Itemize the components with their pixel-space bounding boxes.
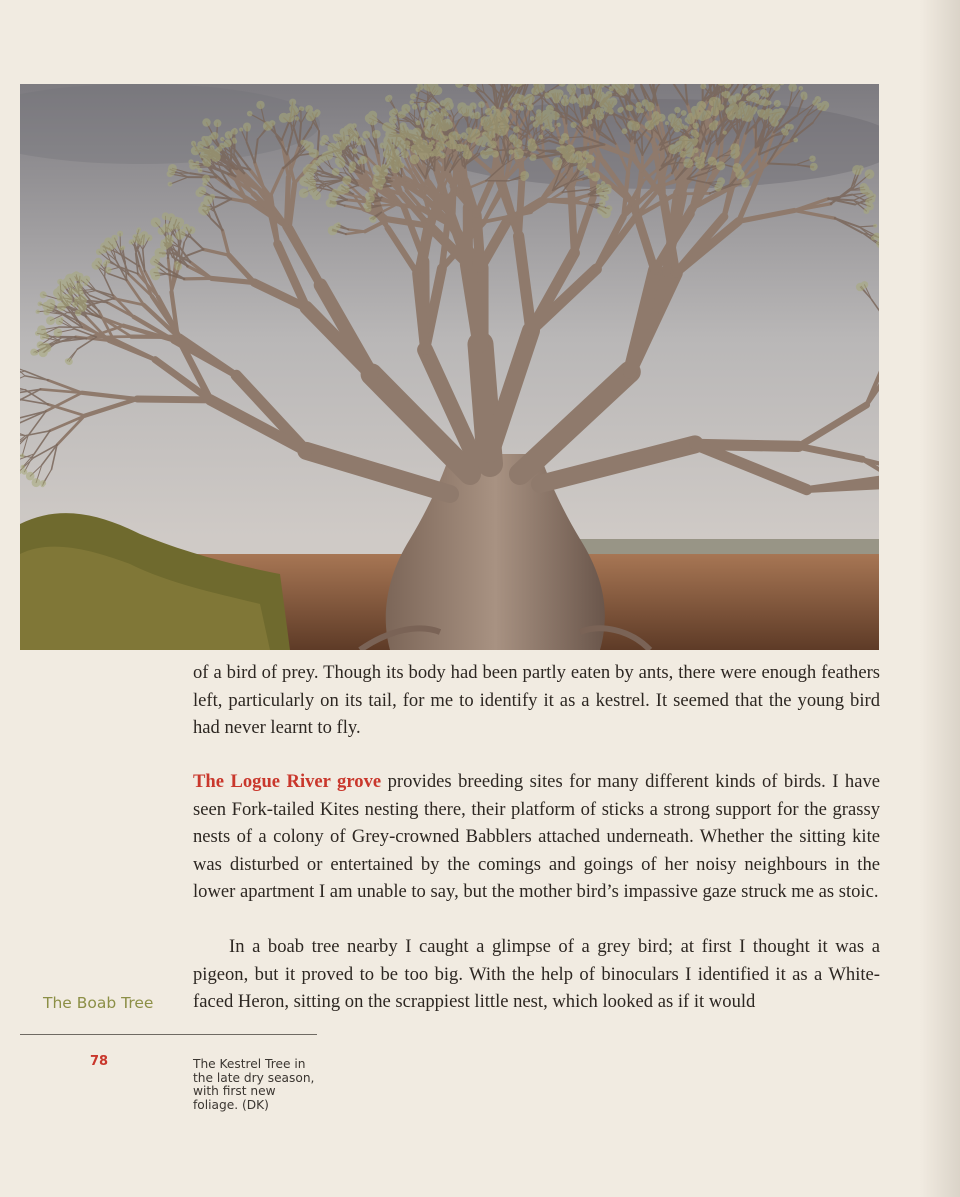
body-paragraph-1: of a bird of prey. Though its body had been partly eaten by ants, there were enough feathers left, particularly on its tail, for me to identify it as a kestrel. It seemed that the young bird had never learnt to fly. <box>193 662 880 738</box>
page-number: 78 <box>90 1054 109 1069</box>
boab-tree-photo <box>20 84 879 650</box>
photo-caption: The Kestrel Tree in the late dry season, with first new foliage. (DK) <box>193 1057 315 1112</box>
body-paragraph-2 <box>193 768 880 906</box>
body-paragraph-3: In a boab tree nearby I caught a glimpse of a grey bird; at first I thought it was a pigeon, but it proved to be too big. With the help of binoculars I identified it as a White-faced Heron, sitting on the scrappiest little nest, which looked as if it would <box>193 936 880 1012</box>
page-gutter-shadow <box>920 0 960 1197</box>
footer-rule <box>20 1034 317 1035</box>
lead-in-heading: The Logue River grove <box>193 771 382 792</box>
running-head: The Boab Tree <box>43 994 154 1012</box>
body-paragraph-2-text: provides breeding sites for many different kinds of birds. I have seen Fork-tailed Kites nesting there, their platform of sticks a strong support for the grassy nests of a colony of Grey-crowned Babblers attached underneath. Whether the sitting kite was disturbed or entertained by the comings and goings of her noisy neighbours in the lower apartment I am unable to say, but the mother bird’s impassive gaze struck me as stoic. <box>193 771 881 902</box>
